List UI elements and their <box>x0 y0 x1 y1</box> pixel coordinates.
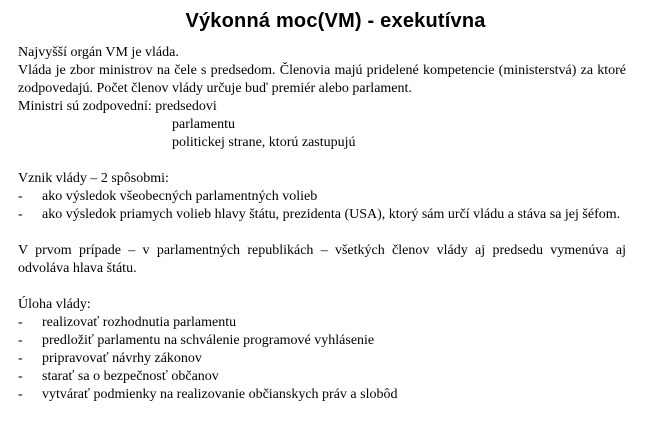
intro-paragraph: Vláda je zbor ministrov na čele s predsedom. Členovia majú pridelené kompetencie (ministerstvá) za ktoré zodpovedajú. Počet členov vlády určuje buď premiér alebo parlament. <box>18 63 626 96</box>
intro-line: Najvyšší orgán VM je vláda. <box>18 45 179 60</box>
ministers-prefix: Ministri sú zodpovední: <box>18 99 156 114</box>
ministers-item-2: parlamentu <box>172 117 235 132</box>
uloha-list <box>18 314 626 404</box>
ministers-item-1: predsedovi <box>155 99 217 114</box>
spacer <box>18 278 626 296</box>
list-item: - pripravovať návrhy zákonov <box>18 350 626 368</box>
vznik-list <box>18 188 626 224</box>
list-item: - predložiť parlamentu na schválenie programové vyhlásenie <box>18 332 626 350</box>
spacer <box>18 224 626 242</box>
list-item: - ako výsledok všeobecných parlamentných volieb <box>18 188 626 206</box>
first-case-paragraph: V prvom prípade – v parlamentných republikách – všetkých členov vlády aj predsedu vymenúva aj odvoláva hlava štátu. <box>18 243 626 276</box>
list-item: - ako výsledok priamych volieb hlavy štátu, prezidenta (USA), ktorý sám určí vládu a stáva sa jej šéfom. <box>18 206 626 224</box>
document-title: Výkonná moc(VM) - exekutívna <box>185 10 486 32</box>
list-item: - vytvárať podmienky na realizovanie občianskych práv a slobôd <box>18 386 626 404</box>
vznik-heading: Vznik vlády – 2 spôsobmi: <box>18 171 169 186</box>
document-body <box>18 44 626 404</box>
ministers-line <box>18 98 626 116</box>
ministers-item-3: politickej strane, ktorú zastupujú <box>172 135 356 150</box>
list-item: - realizovať rozhodnutia parlamentu <box>18 314 626 332</box>
spacer <box>18 152 626 170</box>
list-item: - starať sa o bezpečnosť občanov <box>18 368 626 386</box>
uloha-heading: Úloha vlády: <box>18 297 91 312</box>
